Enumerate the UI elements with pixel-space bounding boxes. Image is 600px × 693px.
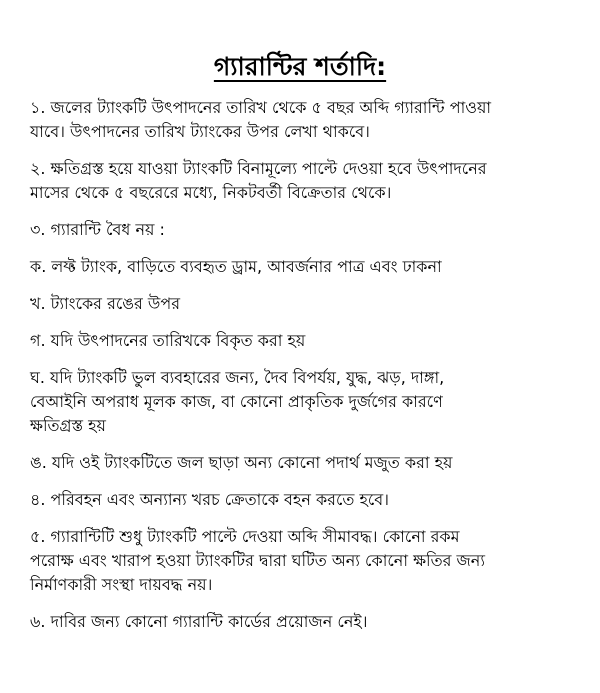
clause-line: ২. ক্ষতিগ্রস্ত হয়ে যাওয়া ট্যাংকটি বিনামূল্যে পাল্টে দেওয়া হবে উৎপাদনের [30,159,487,178]
clause-line: ৩. গ্যারান্টি বৈধ নয় : [30,220,165,239]
clause-line: ৪. পরিবহন এবং অন্যান্য খরচ ক্রেতাকে বহন করতে হবে। [30,490,389,509]
clause-3 [30,218,575,242]
clause-line: ঙ. যদি ওই ট্যাংকটিতে জল ছাড়া অন্য কোনো পদার্থ মজুত করা হয় [30,453,453,472]
clause-line: ১. জলের ট্যাংকটি উৎপাদনের তারিখ থেকে ৫ বছর অব্দি গ্যারান্টি পাওয়া [30,98,492,117]
clause-3-ga [30,329,575,353]
warranty-clauses [30,96,575,647]
clause-line: ক. লফ্ট ট্যাংক, বাড়িতে ব্যবহৃত ড্রাম, আবর্জনার পাত্র এবং ঢাকনা [30,257,442,276]
clause-line: খ. ট্যাংকের রঙের উপর [30,294,181,313]
clause-line: যাবে। উৎপাদনের তারিখ ট্যাংকের উপর লেখা থাকবে। [30,122,370,141]
clause-line: পরোক্ষ এবং খারাপ হওয়া ট্যাংকটির দ্বারা ঘটিত অন্য কোনো ক্ষতির জন্য [30,551,486,570]
document-title-text: গ্যারান্টির শর্তাদি: [213,52,387,81]
clause-3-ka [30,255,575,279]
clause-4 [30,488,575,512]
clause-line: ক্ষতিগ্রস্ত হয় [30,416,106,435]
clause-1 [30,96,575,144]
clause-line: ৫. গ্যারান্টিটি শুধু ট্যাংকটি পাল্টে দেওয়া অব্দি সীমাবদ্ধ। কোনো রকম [30,527,460,546]
clause-line: ঘ. যদি ট্যাংকটি ভুল ব্যবহারের জন্য, দৈব বিপর্যয়, যুদ্ধ, ঝড়, দাঙ্গা, [30,368,445,387]
clause-line: মাসের থেকে ৫ বছরেরে মধ্যে, নিকটবর্তী বিক্রেতার থেকে। [30,183,392,202]
clause-2 [30,157,575,205]
clause-5 [30,525,575,597]
clause-line: গ. যদি উৎপাদনের তারিখকে বিকৃত করা হয় [30,331,306,350]
document-title [0,50,600,84]
clause-3-uma [30,451,575,475]
clause-3-gha [30,366,575,438]
clause-3-kha [30,292,575,316]
clause-6 [30,610,575,634]
clause-line: নির্মাণকারী সংস্থা দায়বদ্ধ নয়। [30,575,213,594]
clause-line: বেআইনি অপরাধ মূলক কাজ, বা কোনো প্রাকৃতিক দুর্জগের কারণে [30,392,443,411]
clause-line: ৬. দাবির জন্য কোনো গ্যারান্টি কার্ডের প্রয়োজন নেই। [30,612,368,631]
